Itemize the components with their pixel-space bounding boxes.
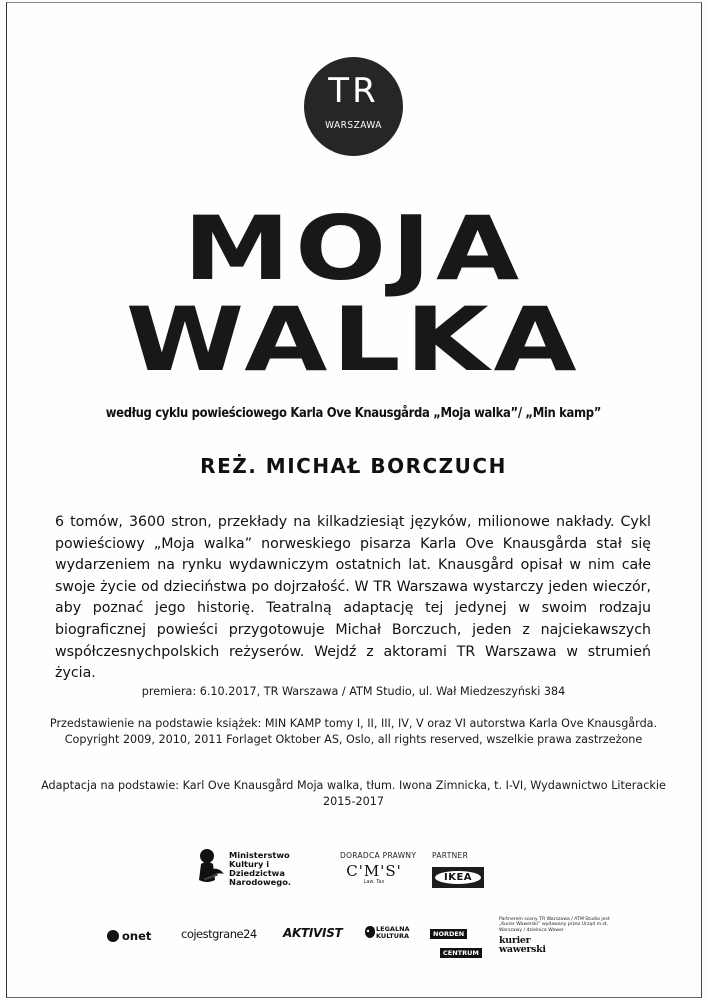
ministry-emblem-icon [196, 846, 226, 888]
cms-subtitle: Law. Tax [363, 879, 385, 885]
cojestgrane-logo: cojestgrane24 [181, 927, 257, 941]
onet-wordmark: onet [122, 929, 152, 943]
subtitle: według cyklu powieściowego Karla Ove Knausgårda „Moja walka”/ „Min kamp” [105, 405, 602, 421]
stage-partner-note: Partnerem sceny TR Warszawa / ATM Studio jest „Kurier Wawerski” wydawany przez Urząd m.st. Warszawy / dzielnica Wawer [499, 917, 610, 933]
premiere-info: premiera: 6.10.2017, TR Warszawa / ATM Studio, ul. Wał Miedzeszyński 384 [141, 685, 566, 698]
norden-wordmark: NORDEN [430, 929, 467, 939]
legal-advisor-label: DORADCA PRAWNY [340, 851, 417, 860]
centrum-wordmark: CENTRUM [440, 948, 482, 958]
legalna-kultura-logo [364, 923, 410, 949]
aktivist-logo: AKTIVIST [283, 926, 343, 940]
onet-dot-icon [107, 930, 119, 942]
legalna-kultura-wordmark: LEGALNA KULTURA [376, 925, 410, 940]
norden-centrum-logo [430, 921, 479, 957]
logo-city: WARSZAWA [325, 120, 382, 131]
cms-logo [334, 863, 414, 891]
partner-label: PARTNER [432, 851, 469, 860]
title-line-1: MOJA [183, 197, 524, 300]
director-credit: REŻ. MICHAŁ BORCZUCH [200, 454, 507, 478]
ikea-wordmark: IKEA [435, 871, 481, 884]
logo-initials: TR [328, 71, 379, 111]
cms-mark: C'M'S' [346, 862, 402, 880]
legalna-kultura-icon [364, 925, 376, 939]
ikea-logo [432, 867, 484, 888]
tr-warszawa-logo [304, 57, 403, 156]
description-paragraph: 6 tomów, 3600 stron, przekłady na kilkadziesiąt języków, milionowe nakłady. Cykl powieściowy „Moja walka” norweskiego pisarza Karla Ove Knausgårda stał się wydarzeniem na rynku wydawniczym ostatnich lat. Knausgård opisał w nim całe swoje życie od dzieciństwa po dojrzałość. W TR Warszawa wystarczy jeden wieczór, aby poznać jego historię. Teatralną adaptację tej jedynej w swoim rodzaju biograficznej powieści przygotowuje Michał Borczuch, jeden z najciekawszych współczesnychpolskich reżyserów. Wejdź z aktorami TR Warszawa w strumień życia. [55, 514, 651, 682]
kurier-wawerski-logo: kurier wawerski [499, 935, 546, 955]
ministry-logo [196, 846, 321, 888]
title-line-2: WALKA [125, 288, 582, 391]
ministry-name: Ministerstwo Kultury i Dziedzictwa Narodowego. [229, 850, 292, 887]
onet-logo [107, 928, 151, 944]
adaptation-credit: Adaptacja na podstawie: Karl Ove Knausgård Moja walka, tłum. Iwona Zimnicka, t. I-VI, Wydawnictwo Literackie 2015-2017 [41, 779, 666, 808]
rights-notice: Przedstawienie na podstawie książek: MIN KAMP tomy I, II, III, IV, V oraz VI autorstwa Karla Ove Knausgårda. Copyright 2009, 2010, 2011 Forlaget Oktober AS, Oslo, all rights reserved, wszelkie prawa zastrzeżone [49, 717, 658, 746]
